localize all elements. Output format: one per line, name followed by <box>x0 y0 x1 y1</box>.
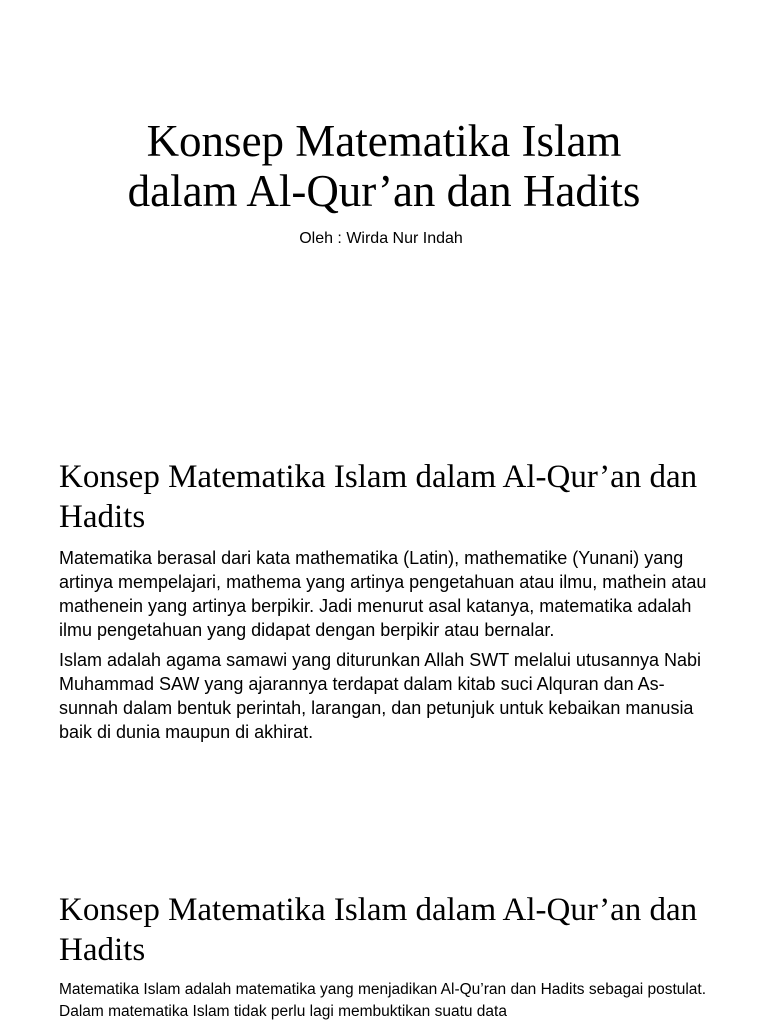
slide-2-paragraph-1: Matematika berasal dari kata mathematika (Latin), mathematike (Yunani) yang artinya mempelajari, mathema yang artinya pengetahuan atau ilmu, mathein atau mathenein yang artinya berpikir. Jadi menurut asal katanya, matematika adalah ilmu pengetahuan yang didapat dengan berpikir atau bernalar. <box>59 548 707 640</box>
title-line-2: dalam Al-Qur’an dan Hadits <box>127 166 641 216</box>
slide-3-heading: Konsep Matematika Islam dalam Al-Qur’an dan Hadits <box>59 892 698 968</box>
content-slide-2 <box>59 457 719 750</box>
slide-2-paragraph-2: Islam adalah agama samawi yang diturunkan Allah SWT melalui utusannya Nabi Muhammad SAW yang ajarannya terdapat dalam kitab suci Alquran dan As-sunnah dalam bentuk perintah, larangan, dan petunjuk untuk kebaikan manusia baik di dunia maupun di akhirat. <box>59 650 702 742</box>
slide-2-heading: Konsep Matematika Islam dalam Al-Qur’an dan Hadits <box>59 459 698 535</box>
author-subtitle: Oleh : Wirda Nur Indah <box>299 230 463 247</box>
title-line-1: Konsep Matematika Islam <box>146 116 622 166</box>
slide-3-paragraph-1: Matematika Islam adalah matematika yang menjadikan Al-Qu’ran dan Hadits sebagai postulat. Dalam matematika Islam tidak perlu lagi membuktikan suatu data <box>59 981 707 1020</box>
presentation-title <box>0 116 768 216</box>
content-slide-3 <box>59 890 719 1029</box>
